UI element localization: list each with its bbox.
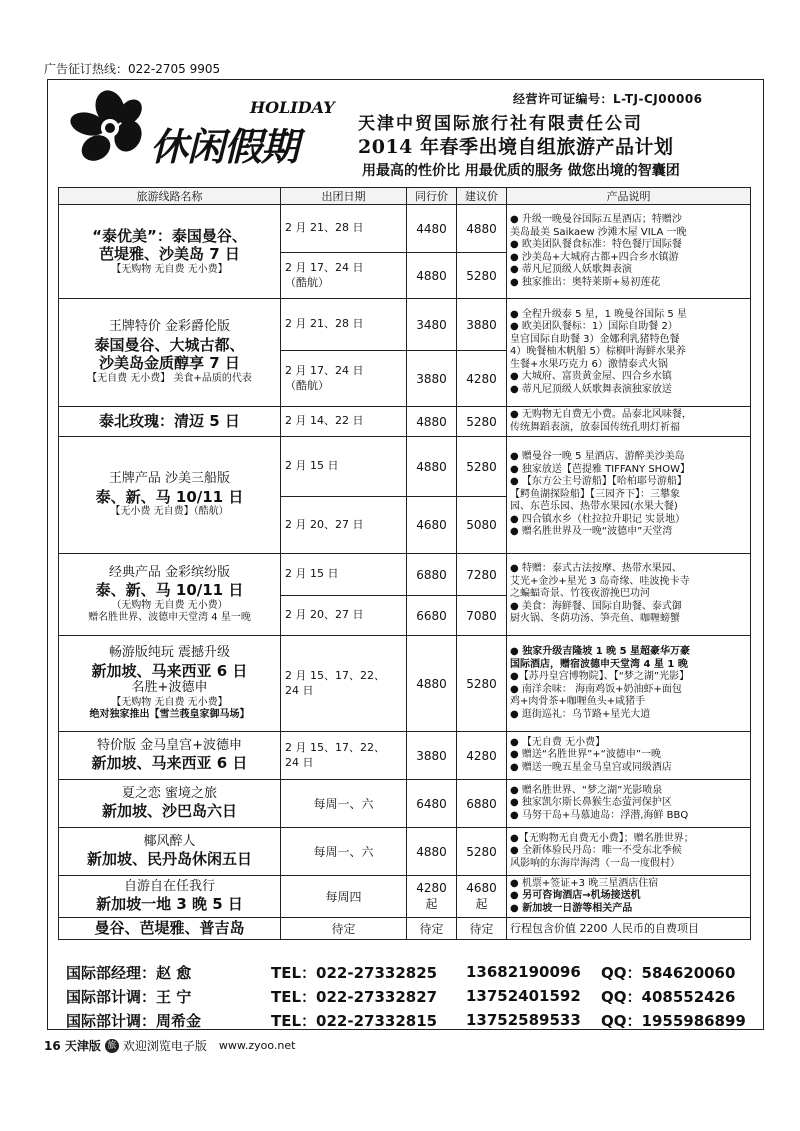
desc-line: ● 新加坡一日游等相关产品 <box>510 902 633 914</box>
suggested-price <box>457 876 507 918</box>
trade-price: 4880 <box>407 437 457 497</box>
date-text: 2 月 15、17、22、 <box>285 741 385 755</box>
date-cell: 2 月 21、28 日 <box>281 299 407 351</box>
route-cell <box>59 732 281 780</box>
contact-row <box>66 960 756 984</box>
table-row <box>59 205 751 253</box>
desc-line: 鸡+肉骨茶+咖喱鱼头+咸猪手 <box>510 696 646 707</box>
slogan: 用最高的性价比 用最优质的服务 做您出境的智囊团 <box>362 163 680 179</box>
trade-price: 4680 <box>407 497 457 554</box>
route-title: 新加坡、民丹岛休闲五日 <box>86 850 252 869</box>
trade-price: 3480 <box>407 299 457 351</box>
contact-tel: TEL：022-27332827 <box>271 987 438 1006</box>
route-subtitle: 特价版 金马皇宫+波德申 <box>96 738 243 753</box>
route-subtitle: 经典产品 金彩缤纷版 <box>108 564 231 580</box>
date-text: 2 月 17、24 日 <box>285 261 364 275</box>
date-cell: 2 月 21、28 日 <box>281 205 407 253</box>
date-note: （酷航） <box>285 378 329 392</box>
contact-list <box>66 960 756 1032</box>
trade-price: 4880 <box>407 828 457 876</box>
contact-qq: QQ：584620060 <box>601 963 736 982</box>
route-cell <box>59 636 281 732</box>
desc-line: 传统舞蹈表演，放泰国传统孔明灯祈福 <box>510 421 680 433</box>
route-note: （无购物 无自费 无小费） <box>111 599 228 611</box>
contact-title: 国际部经理：赵 愈 <box>66 963 192 982</box>
price-value: 4280 <box>416 881 447 895</box>
route-subtitle: 椰风醉人 <box>143 834 196 849</box>
contact-row <box>66 984 756 1008</box>
holiday-logo <box>70 88 350 170</box>
trade-price: 6880 <box>407 554 457 596</box>
route-cell <box>59 828 281 876</box>
date-text: 2 月 17、24 日 <box>285 364 364 378</box>
header-date: 出团日期 <box>281 188 407 205</box>
trade-price: 待定 <box>407 918 457 940</box>
description-cell <box>507 437 751 554</box>
route-title: 沙美岛金质醇享 7 日 <box>99 354 240 373</box>
logo-chinese-text: 休闲假期 <box>150 125 299 169</box>
route-note: 绝对独家推出【雪兰莪皇家御马场】 <box>89 709 250 721</box>
trade-price: 4880 <box>407 636 457 732</box>
trade-price: 3880 <box>407 732 457 780</box>
desc-line: 风影响的东海岸海湾（一岛一度假村） <box>510 857 680 869</box>
route-cell <box>59 918 281 940</box>
page-number: 16 天津版 <box>44 1039 101 1053</box>
table-header-row <box>59 188 751 205</box>
desc-line: 【鳄鱼湖探险船】【三园齐下】：三攀象 <box>510 488 680 500</box>
desc-line: ● 赠送一晚五星金马皇宫或同级酒店 <box>510 761 672 773</box>
route-subtitle: 自游自在任我行 <box>123 879 215 894</box>
suggested-price: 5280 <box>457 437 507 497</box>
description-cell <box>507 407 751 437</box>
contact-title: 国际部计调：周希金 <box>66 1011 202 1030</box>
description-cell <box>507 918 751 940</box>
header-route: 旅游线路名称 <box>59 188 281 205</box>
desc-line: 生餐+水果巧克力 6）激情泰式火锅 <box>510 358 668 370</box>
desc-line: ● 逛街巡礼：乌节路+星光大道 <box>510 708 651 720</box>
desc-line: ●【无购物无自费无小费】；赠名胜世界； <box>510 832 694 844</box>
desc-line: ● 【东方公主号游船】【哈柏耶号游船】 <box>510 476 687 488</box>
desc-line: 之蝙蝠奇景、竹筏夜游挽巴功河 <box>510 588 650 600</box>
route-subtitle: 夏之恋 蜜境之旅 <box>121 786 218 801</box>
plan-title: 2014 年春季出境自组旅游产品计划 <box>358 136 674 158</box>
contact-tel: TEL：022-27332815 <box>271 1011 438 1030</box>
trade-price: 4480 <box>407 205 457 253</box>
contact-tel: TEL：022-27332825 <box>271 963 438 982</box>
contact-qq: QQ：408552426 <box>601 987 736 1006</box>
contact-mobile: 13752401592 <box>466 987 581 1005</box>
contact-mobile: 13752589533 <box>466 1011 581 1029</box>
desc-line: ● 南洋余味： 海南鸡饭+奶油虾+面包 <box>510 683 682 695</box>
route-subtitle: 王牌产品 沙美三船版 <box>108 471 231 487</box>
suggested-price: 7080 <box>457 596 507 636</box>
desc-line: ● 赠送“名胜世界”+“波德申”一晚 <box>510 749 662 761</box>
contact-title: 国际部计调：王 宁 <box>66 987 192 1006</box>
table-row <box>59 876 751 918</box>
date-cell <box>281 351 407 407</box>
route-title: “泰优美”：泰国曼谷、 <box>92 226 247 245</box>
description-cell <box>507 828 751 876</box>
date-cell: 待定 <box>281 918 407 940</box>
route-subtitle: 王牌特价 金彩爵伦版 <box>108 319 231 335</box>
date-cell <box>281 732 407 780</box>
desc-line: ● 赠名胜世界、“梦之湖”光影喷泉 <box>510 784 663 796</box>
date-cell: 每周四 <box>281 876 407 918</box>
price-suffix: 起 <box>425 897 438 911</box>
route-title: 泰、新、马 10/11 日 <box>95 487 244 506</box>
date-cell: 2 月 20、27 日 <box>281 596 407 636</box>
trade-price: 4880 <box>407 407 457 437</box>
footer-welcome: 欢迎浏览电子版 <box>122 1039 207 1053</box>
suggested-price: 4880 <box>457 205 507 253</box>
route-subtitle: 畅游版纯玩 震撼升级 <box>108 645 231 661</box>
table-row <box>59 828 751 876</box>
table-row <box>59 407 751 437</box>
date-cell: 每周一、六 <box>281 780 407 828</box>
suggested-price: 5280 <box>457 636 507 732</box>
header-trade-price: 同行价 <box>407 188 457 205</box>
desc-line: ● 欧美团队餐食标准：特色餐厅国际餐 <box>510 239 682 250</box>
description-cell <box>507 780 751 828</box>
date-note: （酷航） <box>285 275 329 289</box>
trade-price: 4880 <box>407 253 457 299</box>
suggested-price: 7280 <box>457 554 507 596</box>
desc-line: ● 特赠：泰式古法按摩、热带水果园、 <box>510 563 682 575</box>
desc-line: ● 全程升级泰 5 星，1 晚曼谷国际 5 星 <box>510 308 687 320</box>
route-title: 新加坡、马来西亚 6 日 <box>91 754 248 773</box>
date-text: 24 日 <box>285 755 314 769</box>
date-text: 2 月 15、17、22、 <box>285 669 385 683</box>
desc-line: ● 升级一晚曼谷国际五星酒店；特赠沙 <box>510 214 682 225</box>
desc-line: ● 马努干岛+马慕迪岛：浮潜,海鲜 BBQ <box>510 809 689 821</box>
table-row <box>59 636 751 732</box>
contact-row <box>66 1008 756 1032</box>
route-title: 新加坡、沙巴岛六日 <box>101 802 237 821</box>
route-cell <box>59 437 281 554</box>
desc-line: ● 蒂凡尼顶级人妖歌舞表演 <box>510 264 632 275</box>
route-title: 泰、新、马 10/11 日 <box>95 580 244 599</box>
date-cell: 2 月 15 日 <box>281 437 407 497</box>
suggested-price: 5280 <box>457 828 507 876</box>
route-title: 新加坡一地 3 晚 5 日 <box>96 895 243 914</box>
desc-line: ● 全新体验民丹岛：唯一不受东北季候 <box>510 845 682 857</box>
suggested-price: 5080 <box>457 497 507 554</box>
table-row <box>59 437 751 497</box>
license-number: 经营许可证编号：L-TJ-CJ00006 <box>513 92 703 106</box>
desc-line: ● 独家升级吉隆坡 1 晚 5 星超豪华万豪 <box>510 646 691 657</box>
route-title: 新加坡、马来西亚 6 日 <box>91 661 248 680</box>
desc-line: ● 赠曼谷一晚 5 星酒店、游醉美沙美岛 <box>510 451 685 463</box>
suggested-price: 4280 <box>457 351 507 407</box>
desc-line: ● 独家凯尔斯长鼻猴生态萤河保护区 <box>510 797 672 809</box>
trade-price <box>407 876 457 918</box>
table-row <box>59 780 751 828</box>
suggested-price: 待定 <box>457 918 507 940</box>
route-note: 【无小费 无自费】（酷航） <box>110 506 229 518</box>
company-name: 天津中贸国际旅行社有限责任公司 <box>358 114 643 134</box>
desc-line: ● 欧美团队餐标：1）国际自助餐 2） <box>510 321 678 333</box>
desc-line: ●【苏丹皇宫博物院】、【“梦之湖”光影】 <box>510 671 690 682</box>
desc-line: 艾光+金沙+星光 3 岛奇缘、哇波挽卡寺 <box>510 575 690 587</box>
desc-line: ● 大城府、富贵黄金屋、四合乡水镇 <box>510 371 672 383</box>
desc-line: ● 独家放送【芭提雅 TIFFANY SHOW】 <box>510 463 690 475</box>
date-cell: 2 月 20、27 日 <box>281 497 407 554</box>
route-note: 【无购物 无自费 无小费】 <box>111 696 228 708</box>
route-note: 【无自费 无小费】 美食+品质的代表 <box>87 373 252 385</box>
desc-line: ● 美食：海鲜餐、国际自助餐、泰式御 <box>510 600 682 612</box>
header-suggested-price: 建议价 <box>457 188 507 205</box>
route-cell <box>59 299 281 407</box>
desc-line: 国际酒店，赠宿波德申天堂湾 4 星 1 晚 <box>510 658 688 670</box>
header-description: 产品说明 <box>507 188 751 205</box>
suggested-price: 5280 <box>457 407 507 437</box>
date-cell <box>281 636 407 732</box>
desc-line: ● 【无自费 无小费】 <box>510 736 606 748</box>
desc-line: 皇宫国际自助餐 3）金娜利乳猪特色餐 <box>510 333 680 345</box>
desc-line: ● 蒂凡尼顶级人妖歌舞表演独家放送 <box>510 383 672 395</box>
trade-price: 3880 <box>407 351 457 407</box>
suggested-price: 3880 <box>457 299 507 351</box>
date-cell: 2 月 14、22 日 <box>281 407 407 437</box>
date-cell <box>281 253 407 299</box>
trade-price: 6480 <box>407 780 457 828</box>
route-note: 【无购物 无自费 无小费】 <box>111 264 228 275</box>
desc-line: ● 机票+签证+3 晚三星酒店住宿 <box>510 877 659 889</box>
desc-line: ● 四合镇水乡（杜拉拉升职记 实景地） <box>510 513 686 525</box>
travel-badge-icon: 旅 <box>105 1039 119 1053</box>
suggested-price: 5280 <box>457 253 507 299</box>
price-value: 4680 <box>466 881 497 895</box>
route-subtitle: 名胜+波德申 <box>131 680 208 696</box>
desc-line: ● 沙美岛+大城府古都+四合乡水镇游 <box>510 251 679 263</box>
desc-line: 美岛最美 Saikaew 沙滩木屋 VILA 一晚 <box>510 226 687 238</box>
route-title: 芭堤雅、沙美岛 7 日 <box>99 245 240 264</box>
logo-holiday-text: HOLIDAY <box>250 98 335 117</box>
desc-line: ● 无购物无自费无小费。品泰北风味餐， <box>510 409 692 420</box>
suggested-price: 6880 <box>457 780 507 828</box>
table-row <box>59 732 751 780</box>
contact-mobile: 13682190096 <box>466 963 581 981</box>
desc-line: 厨火锅、冬荫功汤、笋壳鱼、咖喱螃蟹 <box>510 613 680 625</box>
route-note: 赠名胜世界、波德申天堂湾 4 星一晚 <box>88 612 251 623</box>
contact-qq: QQ：1955986899 <box>601 1011 746 1030</box>
description-cell <box>507 636 751 732</box>
trade-price: 6680 <box>407 596 457 636</box>
ad-hotline: 广告征订热线：022-2705 9905 <box>44 62 221 76</box>
description-cell <box>507 876 751 918</box>
route-cell <box>59 780 281 828</box>
product-table <box>58 187 751 940</box>
desc-line: ● 另可咨询酒店→机场接送机 <box>510 890 641 902</box>
route-cell <box>59 205 281 299</box>
description-cell <box>507 554 751 636</box>
desc-line: 行程包含价值 2200 人民币的自费项目 <box>510 921 699 935</box>
table-row <box>59 554 751 596</box>
date-cell: 2 月 15 日 <box>281 554 407 596</box>
route-title: 曼谷、芭堤雅、普吉岛 <box>94 919 245 938</box>
route-title: 泰北玫瑰：清迈 5 日 <box>99 412 240 431</box>
desc-line: ● 赠名胜世界及一晚“波德申”天堂湾 <box>510 526 673 538</box>
description-cell <box>507 299 751 407</box>
route-cell <box>59 876 281 918</box>
desc-line: 园、东芭乐园、热带水果园(水果大餐) <box>510 501 678 513</box>
suggested-price: 4280 <box>457 732 507 780</box>
table-row <box>59 299 751 351</box>
route-cell <box>59 554 281 636</box>
description-cell <box>507 205 751 299</box>
price-suffix: 起 <box>475 897 488 911</box>
route-cell <box>59 407 281 437</box>
desc-line: ● 独家推出：奥特莱斯+易初莲花 <box>510 276 661 288</box>
date-text: 24 日 <box>285 683 314 697</box>
table-row <box>59 918 751 940</box>
route-title: 泰国曼谷、大城古都、 <box>94 335 245 354</box>
page-footer <box>44 1037 295 1054</box>
desc-line: 4）晚餐柚木帆船 5）棕榈叶海鲜水果养 <box>510 346 686 358</box>
footer-url[interactable]: www.zyoo.net <box>218 1039 296 1052</box>
description-cell <box>507 732 751 780</box>
date-cell: 每周一、六 <box>281 828 407 876</box>
